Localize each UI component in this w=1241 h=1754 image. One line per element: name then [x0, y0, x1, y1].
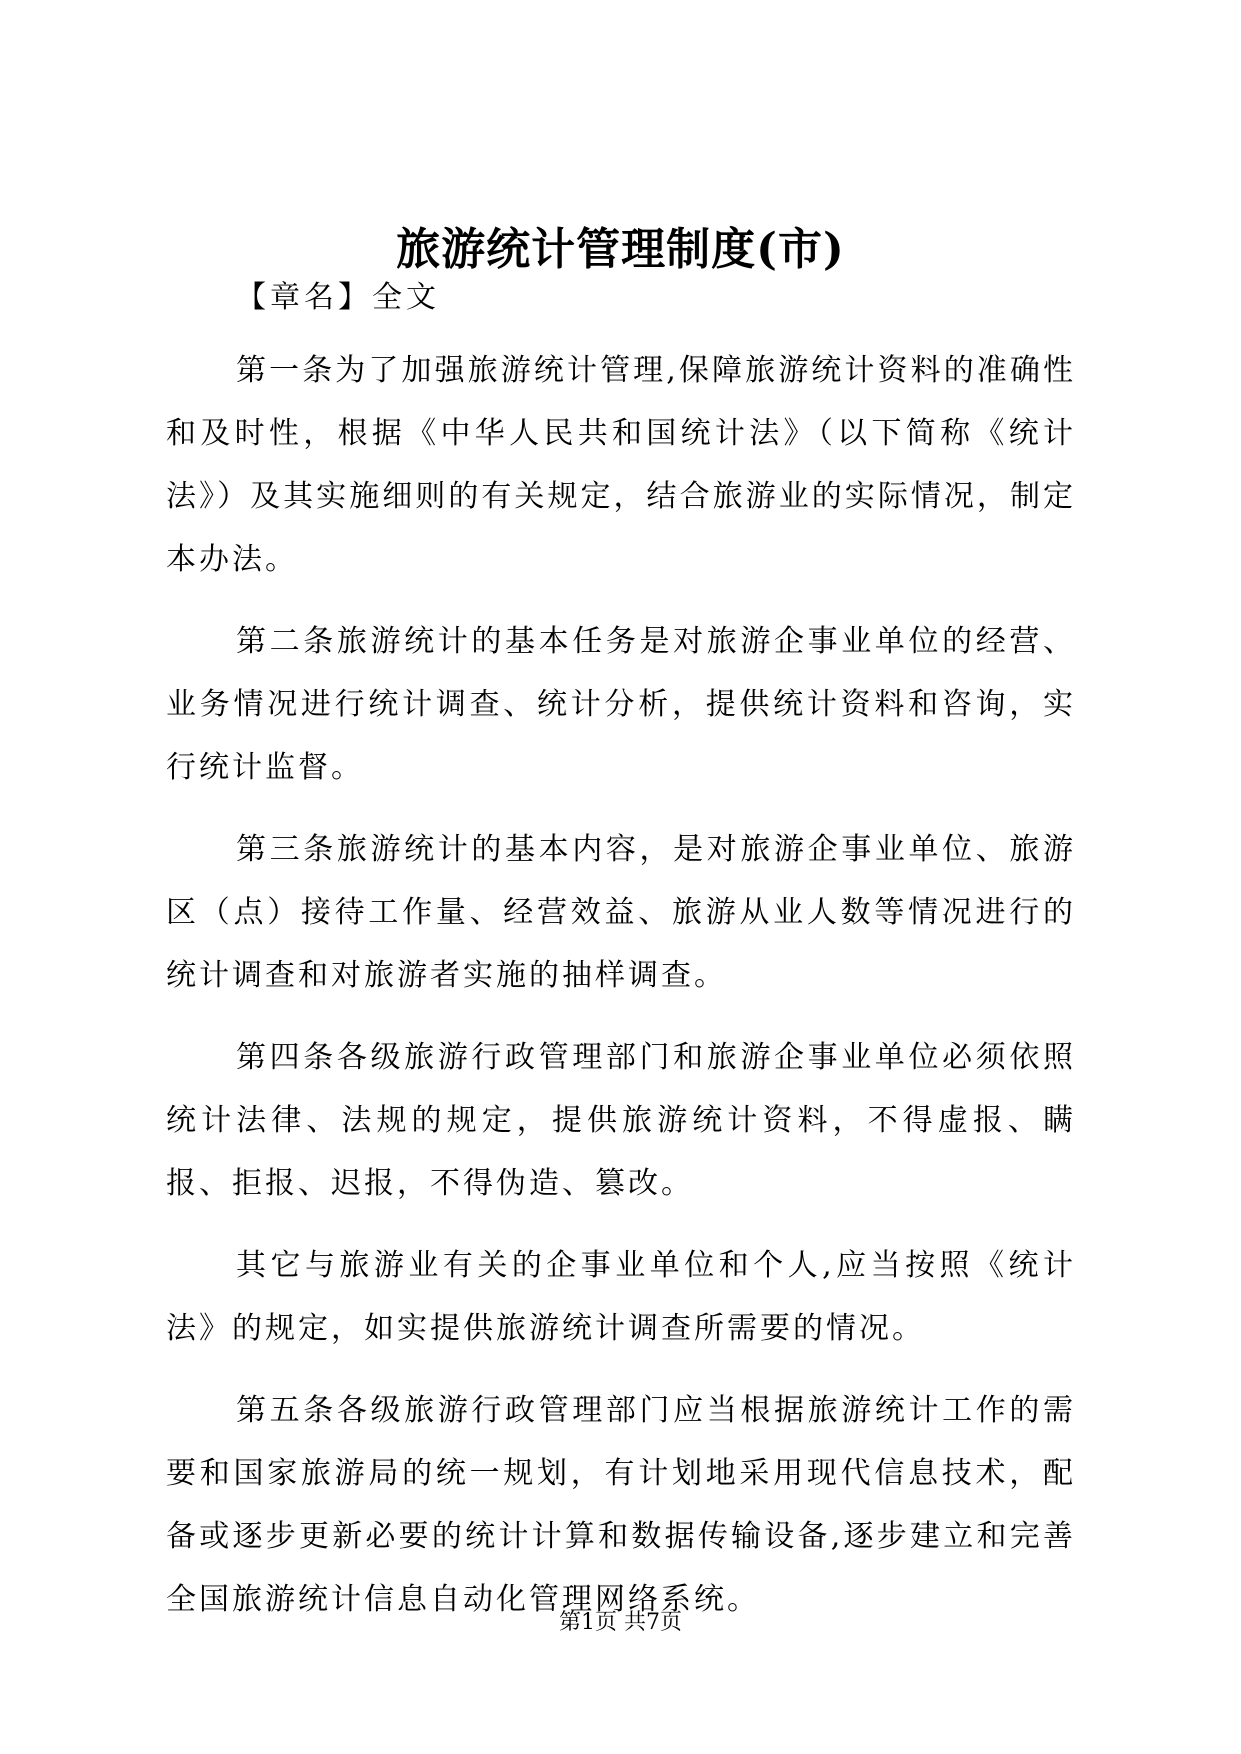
paragraph-article-1: 第一条为了加强旅游统计管理,保障旅游统计资料的准确性和及时性，根据《中华人民共和国统计法》（以下简称《统计法》）及其实施细则的有关规定，结合旅游业的实际情况，制定本办法。: [166, 353, 1076, 577]
paragraph-article-4: 第四条各级旅游行政管理部门和旅游企事业单位必须依照统计法律、法规的规定，提供旅游统计资料，不得虚报、瞒报、拒报、迟报，不得伪造、篡改。: [166, 1040, 1076, 1201]
paragraph-article-4-supplement: 其它与旅游业有关的企事业单位和个人,应当按照《统计法》的规定，如实提供旅游统计调查所需要的情况。: [166, 1248, 1076, 1346]
chapter-line: 【章名】全文: [236, 280, 440, 315]
paragraph-article-5: 第五条各级旅游行政管理部门应当根据旅游统计工作的需要和国家旅游局的统一规划，有计划地采用现代信息技术，配备或逐步更新必要的统计计算和数据传输设备,逐步建立和完善全国旅游统计信息自动化管理网络系统。: [166, 1393, 1076, 1617]
document-title: 旅游统计管理制度(市): [396, 224, 845, 275]
paragraph-article-2: 第二条旅游统计的基本任务是对旅游企事业单位的经营、业务情况进行统计调查、统计分析，提供统计资料和咨询，实行统计监督。: [166, 624, 1076, 785]
document-body: [166, 276, 1076, 1631]
page-footer: 第1页 共7页: [559, 1610, 682, 1635]
paragraph-article-3: 第三条旅游统计的基本内容，是对旅游企事业单位、旅游区（点）接待工作量、经营效益、旅游从业人数等情况进行的统计调查和对旅游者实施的抽样调查。: [166, 832, 1076, 993]
